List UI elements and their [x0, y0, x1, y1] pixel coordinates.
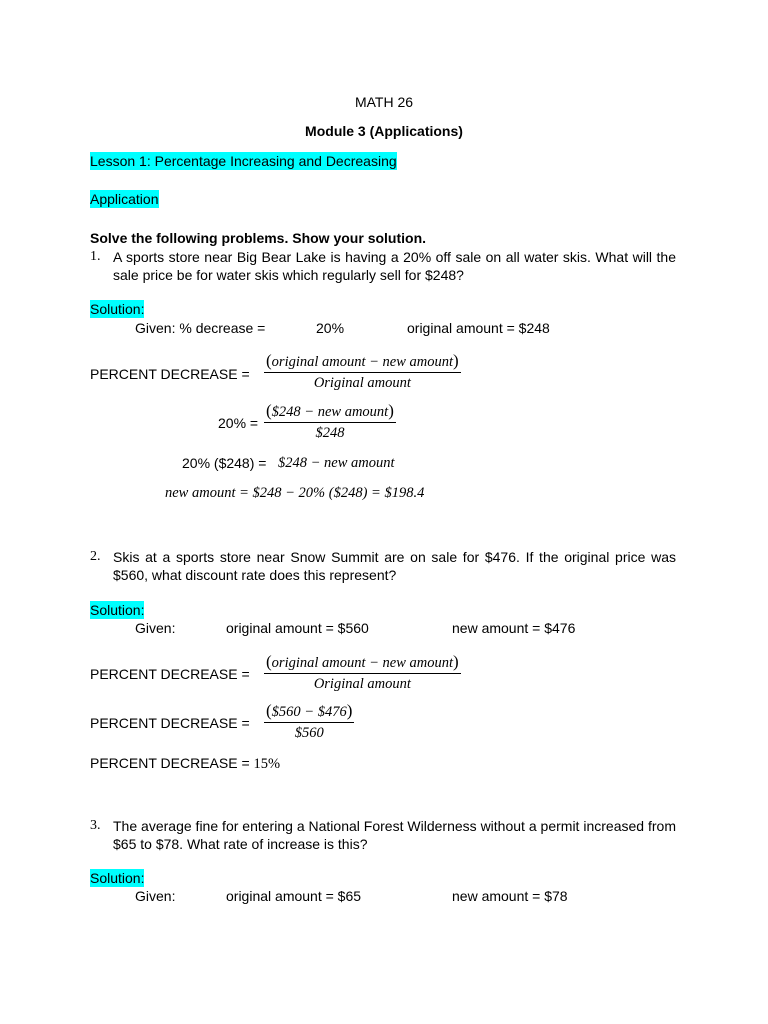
- problem-1-step2-label: 20% ($248) =: [182, 455, 267, 471]
- problem-2-given-new: new amount = $476: [452, 620, 576, 636]
- problem-1-solution-label: Solution:: [90, 301, 145, 317]
- problem-2-result-line: [90, 754, 280, 773]
- lesson-title: Lesson 1: Percentage Increasing and Decreasing: [90, 153, 397, 169]
- problem-1-step1-numerator: $248 − new amount: [271, 404, 389, 420]
- problem-1-text: A sports store near Big Bear Lake is having a 20% off sale on all water skis. What will the sale price be for water skis which regularly sell for $248?: [113, 249, 676, 283]
- problem-1-step1-label: 20% =: [218, 415, 259, 431]
- formula-numerator: original amount − new amount: [271, 354, 454, 370]
- problem-2-number: 2.: [90, 549, 101, 564]
- problem-1-formula-label: PERCENT DECREASE =: [90, 366, 250, 382]
- problem-2-solution-label: Solution:: [90, 602, 145, 618]
- problem-2-step1-fraction: $\frac{(\$560 - \$476)}{\$560}$: [266, 701, 353, 741]
- problem-3-solution-label: Solution:: [90, 870, 145, 886]
- problem-2-result-label: PERCENT DECREASE =: [90, 755, 250, 771]
- problem-1-given-decrease: 20%: [316, 320, 345, 336]
- formula-numerator: original amount − new amount: [271, 655, 454, 671]
- problem-3-number: 3.: [90, 818, 101, 833]
- problem-2-formula-label: PERCENT DECREASE =: [90, 666, 250, 682]
- course-title: MATH 26: [354, 94, 414, 110]
- problem-1-step2-expr: $248 − new amount: [278, 455, 395, 471]
- problem-1-formula-fraction: (original amount − new amount) Original amount: [266, 351, 459, 391]
- problem-2-given-label: Given:: [135, 620, 176, 636]
- formula-denominator: Original amount: [313, 375, 411, 391]
- module-title: Module 3 (Applications): [305, 123, 463, 139]
- problem-1-step1-fraction: ($248 − new amount) $248: [266, 401, 394, 441]
- formula-denominator: Original amount: [313, 676, 411, 692]
- problem-1-number: 1.: [90, 249, 101, 264]
- problem-3-given-new: new amount = $78: [452, 888, 568, 904]
- instructions: Solve the following problems. Show your solution.: [90, 230, 427, 246]
- problem-3-given-original: original amount = $65: [226, 888, 362, 904]
- problem-2-step1-label: PERCENT DECREASE =: [90, 715, 250, 731]
- problem-2-result-value: 15%: [253, 756, 281, 772]
- problem-1-given-label: Given: % decrease =: [135, 320, 266, 336]
- problem-2-text: Skis at a sports store near Snow Summit are on sale for $476. If the original price was $560, what discount rate does this represent?: [113, 549, 676, 583]
- problem-1-step3-expr: new amount = $248 − 20% ($248) = $198.4: [165, 485, 425, 501]
- problem-3-text: The average fine for entering a National Forest Wilderness without a permit increased from $65 to $78. What rate of increase is this?: [113, 818, 676, 852]
- section-label: Application: [90, 191, 159, 207]
- problem-2-step1-denominator: $560: [294, 725, 324, 741]
- problem-2-formula-fraction: (original amount − new amount) Original amount: [266, 652, 459, 692]
- problem-2-given-original: original amount = $560: [226, 620, 369, 636]
- problem-2-step1-numerator: $560 − $476: [271, 704, 347, 720]
- problem-3-given-label: Given:: [135, 888, 176, 904]
- problem-1-given-original: original amount = $248: [407, 320, 550, 336]
- problem-1-step1-denominator: $248: [315, 425, 345, 441]
